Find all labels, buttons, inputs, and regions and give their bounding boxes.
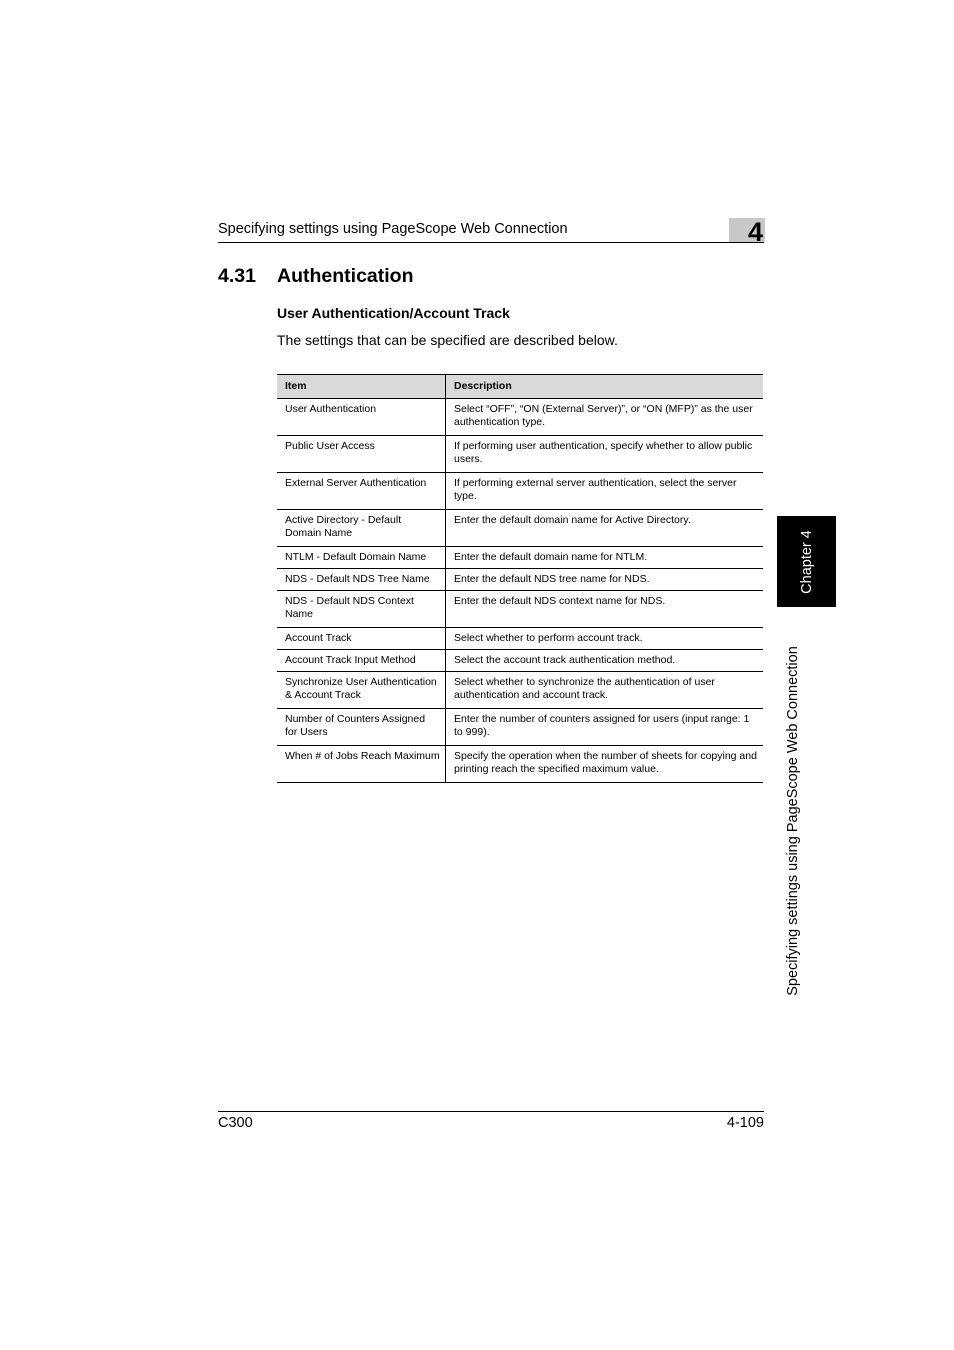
- row-description: Select whether to perform account track.: [446, 628, 764, 650]
- table-row: [277, 628, 763, 650]
- row-item: When # of Jobs Reach Maximum: [277, 746, 446, 783]
- table-row: [277, 436, 763, 473]
- settings-table: [277, 374, 763, 783]
- footer-divider: [218, 1111, 764, 1112]
- row-item: External Server Authentication: [277, 473, 446, 510]
- table-row: [277, 709, 763, 746]
- row-item: NDS - Default NDS Context Name: [277, 591, 446, 628]
- table-row: [277, 672, 763, 709]
- subsection-title: User Authentication/Account Track: [277, 305, 510, 321]
- row-description: Enter the default domain name for NTLM.: [446, 547, 764, 569]
- intro-text: The settings that can be specified are described below.: [277, 332, 618, 348]
- row-item: NDS - Default NDS Tree Name: [277, 569, 446, 591]
- section-number: 4.31: [218, 265, 256, 287]
- row-item: NTLM - Default Domain Name: [277, 547, 446, 569]
- table-row: [277, 569, 763, 591]
- row-description: Specify the operation when the number of sheets for copying and printing reach the specified maximum value.: [446, 746, 764, 783]
- row-description: Enter the default NDS context name for NDS.: [446, 591, 764, 628]
- row-description: Enter the number of counters assigned for users (input range: 1 to 999).: [446, 709, 764, 746]
- row-description: Enter the default NDS tree name for NDS.: [446, 569, 764, 591]
- chapter-number: 4: [747, 217, 763, 247]
- table-header-row: [277, 375, 763, 399]
- table-row: [277, 591, 763, 628]
- table-row: [277, 399, 763, 436]
- row-description: If performing external server authentication, select the server type.: [446, 473, 764, 510]
- section-title: [218, 265, 414, 288]
- row-item: Account Track: [277, 628, 446, 650]
- footer-model: C300: [218, 1115, 253, 1131]
- column-header-description: Description: [446, 375, 764, 399]
- row-description: Enter the default domain name for Active Directory.: [446, 510, 764, 547]
- table-row: [277, 510, 763, 547]
- section-title-text: Authentication: [277, 265, 414, 287]
- running-header-title: Specifying settings using PageScope Web Connection: [218, 221, 568, 237]
- row-item: Active Directory - Default Domain Name: [277, 510, 446, 547]
- table-row: [277, 650, 763, 672]
- side-section-title: Specifying settings using PageScope Web Connection: [785, 646, 801, 996]
- row-item: Public User Access: [277, 436, 446, 473]
- table-row: [277, 746, 763, 783]
- row-description: Select the account track authentication method.: [446, 650, 764, 672]
- row-item: Synchronize User Authentication & Account Track: [277, 672, 446, 709]
- chapter-tab: [777, 516, 836, 607]
- chapter-tab-label: Chapter 4: [798, 529, 815, 594]
- row-item: Account Track Input Method: [277, 650, 446, 672]
- chapter-number-box: [729, 217, 765, 247]
- row-item: User Authentication: [277, 399, 446, 436]
- table-row: [277, 547, 763, 569]
- table-row: [277, 473, 763, 510]
- row-description: Select whether to synchronize the authentication of user authentication and account track.: [446, 672, 764, 709]
- column-header-item: Item: [277, 375, 446, 399]
- row-description: If performing user authentication, specify whether to allow public users.: [446, 436, 764, 473]
- footer-page-number: 4-109: [726, 1115, 764, 1131]
- row-item: Number of Counters Assigned for Users: [277, 709, 446, 746]
- running-header: [218, 220, 764, 243]
- row-description: Select “OFF”, “ON (External Server)”, or “ON (MFP)” as the user authentication type.: [446, 399, 764, 436]
